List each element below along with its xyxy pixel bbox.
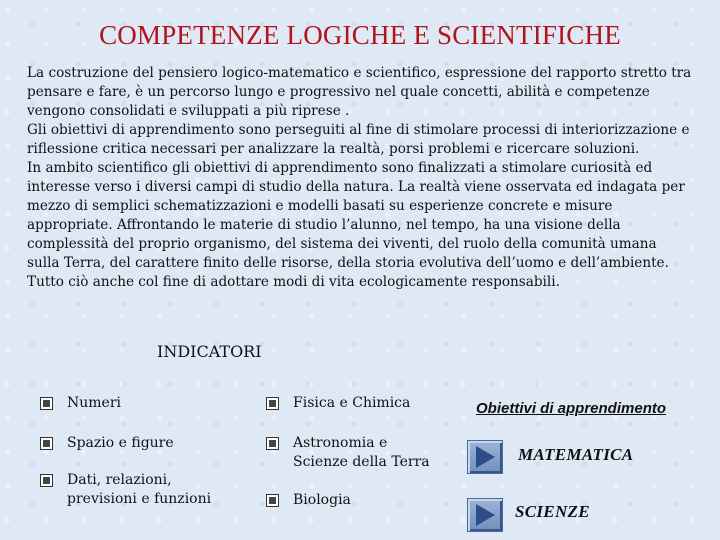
- bullet-square-icon: [266, 494, 279, 507]
- bullet-square-icon: [40, 437, 53, 450]
- intro-text: [27, 64, 693, 292]
- bullet-square-icon: [40, 397, 53, 410]
- indicator-item: Astronomia e Scienze della Terra: [266, 434, 436, 472]
- scienze-link[interactable]: SCIENZE: [515, 502, 590, 521]
- matematica-link-button[interactable]: [467, 440, 503, 474]
- indicator-item: Numeri: [40, 394, 240, 413]
- indicator-item: Biologia: [266, 491, 466, 510]
- bullet-square-icon: [266, 437, 279, 450]
- play-arrow-icon: [476, 504, 495, 526]
- scienze-link-button[interactable]: [467, 498, 503, 532]
- indicator-item: Fisica e Chimica: [266, 394, 466, 413]
- paragraph-3: In ambito scientifico gli obiettivi di apprendimento sono finalizzati a stimolare curiosità ed interesse verso i diversi campi di studio della natura. La realtà viene osservata ed indagata per mezzo di semplici schematizzazioni e modelli basati su esperienze concrete e misure appropriate. Affrontando le materie di studio l’alunno, nel tempo, ha una visione della complessità del proprio organismo, del sistema dei viventi, del ruolo della comunità umana sulla Terra, del carattere finito delle risorse, della storia evolutiva dell’uomo e dell’ambiente. Tutto ciò anche col fine di adottare modi di vita ecologicamente responsabili.: [27, 160, 685, 290]
- page-title: COMPETENZE LOGICHE E SCIENTIFICHE: [99, 20, 621, 50]
- bullet-square-icon: [40, 474, 53, 487]
- indicatori-heading: INDICATORI: [157, 342, 262, 361]
- bullet-square-icon: [266, 397, 279, 410]
- indicator-item: Dati, relazioni, previsioni e funzioni: [40, 471, 230, 509]
- objectives-label: Obiettivi di apprendimento: [476, 400, 667, 417]
- paragraph-2: Gli obiettivi di apprendimento sono perseguiti al fine di stimolare processi di interiorizzazione e riflessione critica necessari per analizzare la realtà, porsi problemi e ricercare soluzioni.: [27, 122, 690, 157]
- matematica-link[interactable]: MATEMATICA: [518, 445, 634, 464]
- paragraph-1: La costruzione del pensiero logico-matematico e scientifico, espressione del rapporto stretto tra pensare e fare, è un percorso lungo e progressivo nel quale concetti, abilità e competenze vengono consolidati e sviluppati a più riprese .: [27, 65, 692, 119]
- indicator-item: Spazio e figure: [40, 434, 240, 453]
- play-arrow-icon: [476, 446, 495, 468]
